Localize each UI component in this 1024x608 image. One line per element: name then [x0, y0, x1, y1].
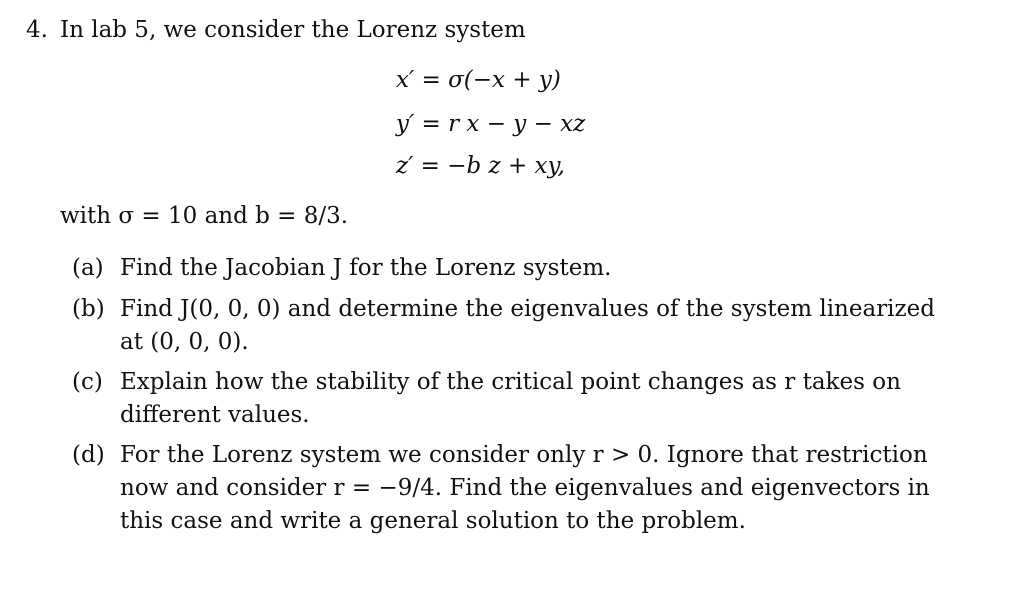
- part-c-label: (c): [72, 369, 103, 395]
- part-d-text-line2: now and consider r = −9/4. Find the eigenvalues and eigenvectors in: [120, 475, 930, 501]
- part-c-text-line1: Explain how the stability of the critical point changes as r takes on: [120, 369, 901, 395]
- parameter-values: with σ = 10 and b = 8/3.: [60, 203, 349, 229]
- part-b-label: (b): [72, 296, 105, 322]
- problem-intro: In lab 5, we consider the Lorenz system: [60, 17, 526, 43]
- lorenz-equation-x: x′ = σ(−x + y): [396, 67, 561, 93]
- part-b-text-line2: at (0, 0, 0).: [120, 329, 249, 355]
- part-d-text-line1: For the Lorenz system we consider only r > 0. Ignore that restriction: [120, 442, 928, 468]
- part-a-text: Find the Jacobian J for the Lorenz system.: [120, 255, 612, 281]
- lorenz-equation-y: y′ = r x − y − xz: [396, 111, 586, 137]
- part-d-label: (d): [72, 442, 105, 468]
- problem-number: 4.: [26, 17, 48, 43]
- part-c-text-line2: different values.: [120, 402, 310, 428]
- part-d-text-line3: this case and write a general solution to the problem.: [120, 508, 746, 534]
- part-b-text-line1: Find J(0, 0, 0) and determine the eigenvalues of the system linearized: [120, 296, 935, 322]
- part-a-label: (a): [72, 255, 104, 281]
- lorenz-equation-z: z′ = −b z + xy,: [396, 153, 565, 179]
